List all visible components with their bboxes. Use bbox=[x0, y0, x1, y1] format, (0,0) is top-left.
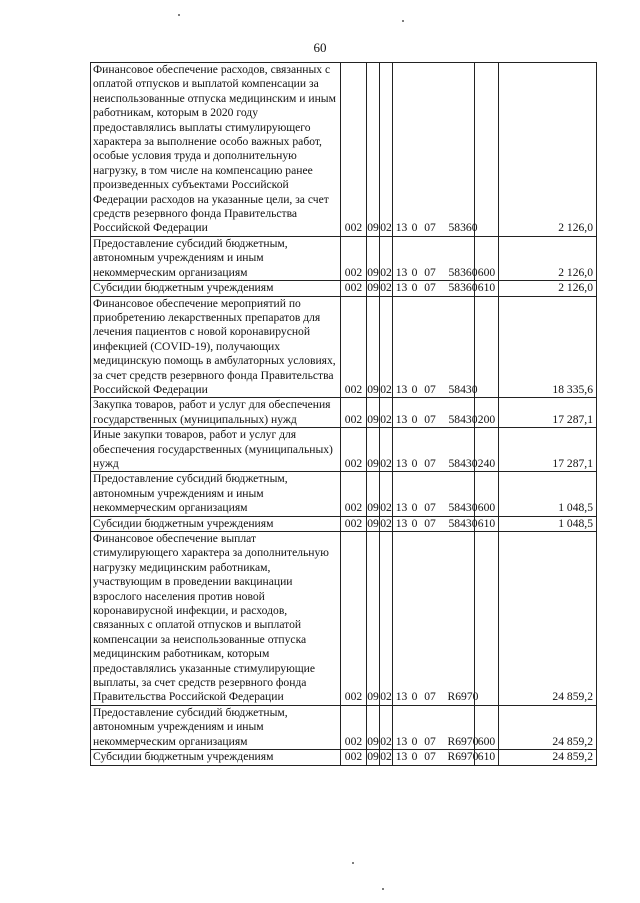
row-name: Закупка товаров, работ и услуг для обеспечения государственных (муниципальных) нужд bbox=[91, 398, 341, 428]
section-code: 09 bbox=[367, 398, 380, 428]
ved-code: 002 bbox=[341, 236, 367, 280]
amount: 24 859,2 bbox=[499, 705, 597, 749]
table-row bbox=[91, 532, 597, 706]
amount: 17 287,1 bbox=[499, 428, 597, 472]
table-row bbox=[91, 236, 597, 280]
section-code: 09 bbox=[367, 472, 380, 516]
target-article-part: 07 bbox=[424, 265, 436, 279]
scan-speck bbox=[352, 862, 354, 864]
expense-type-code: 600 bbox=[475, 236, 499, 280]
row-name: Иные закупки товаров, работ и услуг для обеспечения государственных (муниципальных) нужд bbox=[91, 428, 341, 472]
table-row bbox=[91, 63, 597, 237]
target-article-part: 13 bbox=[395, 516, 408, 530]
target-article-part: 0 bbox=[411, 750, 418, 764]
target-article-part: 07 bbox=[424, 382, 436, 396]
ved-code: 002 bbox=[341, 472, 367, 516]
target-article-part: 58430 bbox=[448, 412, 478, 426]
subsection-code: 02 bbox=[380, 398, 393, 428]
target-article-part: 13 bbox=[395, 501, 408, 515]
target-article-code bbox=[393, 750, 479, 765]
table-row bbox=[91, 750, 597, 765]
amount: 2 126,0 bbox=[499, 63, 597, 237]
target-article-code bbox=[393, 428, 478, 472]
ved-code: 002 bbox=[341, 281, 367, 296]
target-article-part: 0 bbox=[411, 221, 418, 235]
amount: 24 859,2 bbox=[499, 750, 597, 765]
target-article-part: 07 bbox=[424, 516, 436, 530]
row-name: Предоставление субсидий бюджетным, автономным учреждениям и иным некоммерческим организациям bbox=[91, 705, 341, 749]
table-row bbox=[91, 516, 597, 531]
section-code: 09 bbox=[367, 516, 379, 530]
table-row bbox=[91, 428, 597, 472]
ved-code: 002 bbox=[341, 63, 367, 237]
amount: 24 859,2 bbox=[499, 532, 597, 706]
target-article-part: 58430 bbox=[448, 456, 478, 470]
target-article-part: 13 bbox=[395, 412, 408, 426]
budget-table bbox=[90, 62, 597, 766]
target-article-code bbox=[393, 705, 479, 749]
target-article-part: 58360 bbox=[448, 281, 478, 295]
subsection-code: 02 bbox=[380, 236, 393, 280]
target-article-part: 58430 bbox=[448, 501, 478, 515]
target-article-part: 07 bbox=[424, 750, 436, 764]
subsection-code: 02 bbox=[380, 428, 393, 472]
ved-code: 002 bbox=[341, 532, 367, 706]
target-article-part: 13 bbox=[395, 221, 408, 235]
expense-type-code: 600 bbox=[475, 705, 499, 749]
ved-code: 002 bbox=[341, 296, 367, 398]
subsection-code: 02 bbox=[380, 516, 392, 530]
expense-type-code: 610 bbox=[475, 750, 499, 765]
section-code: 09 bbox=[367, 750, 379, 764]
row-name: Финансовое обеспечение мероприятий по приобретению лекарственных препаратов для лечения пациентов с новой коронавирусной инфекцией (COVID-19), получающих медицинскую помощь в амбулаторных условиях, за счет средств резервного фонда Правительства Российской Федерации bbox=[91, 296, 341, 398]
target-article-part: 0 bbox=[411, 516, 418, 530]
row-name: Финансовое обеспечение расходов, связанных с оплатой отпусков и выплатой компенсации за неиспользованные отпуска медицинским и иным работникам, которым в 2020 году предоставлялись выплаты стимулирующего характера за выполнение особо важных работ, особые условия труда и дополнительную нагрузку, в том числе на компенсацию ранее произведенных субъектами Российской Федерации расходов на указанные цели, за счет средств резервного фонда Правительства Российской Федерации bbox=[91, 63, 341, 237]
target-article-code bbox=[393, 472, 478, 516]
ved-code: 002 bbox=[341, 398, 367, 428]
scan-speck bbox=[178, 14, 180, 16]
target-article-part: 0 bbox=[411, 412, 418, 426]
ved-code: 002 bbox=[341, 705, 367, 749]
subsection-code: 02 bbox=[380, 750, 392, 764]
target-article-part: 13 bbox=[395, 382, 408, 396]
subsection-code: 02 bbox=[380, 472, 393, 516]
target-article-part: 0 bbox=[411, 690, 418, 704]
target-article-part: 0 bbox=[411, 281, 418, 295]
amount: 18 335,6 bbox=[499, 296, 597, 398]
target-article-part: 58360 bbox=[448, 221, 478, 235]
target-article-code bbox=[393, 296, 478, 398]
target-article-part: 58430 bbox=[448, 382, 478, 396]
target-article-part: 13 bbox=[395, 456, 408, 470]
table-row bbox=[91, 281, 597, 296]
subsection-code: 02 bbox=[380, 296, 393, 398]
target-article-part: 58430 bbox=[448, 516, 478, 530]
ved-code: 002 bbox=[341, 750, 367, 765]
target-article-part: 13 bbox=[395, 750, 408, 764]
amount: 1 048,5 bbox=[499, 516, 597, 531]
section-code: 09 bbox=[367, 296, 380, 398]
scan-speck bbox=[402, 20, 404, 22]
target-article-part: 07 bbox=[424, 456, 436, 470]
row-name: Субсидии бюджетным учреждениям bbox=[91, 281, 341, 296]
expense-type-code bbox=[475, 532, 499, 706]
target-article-part: 0 bbox=[411, 382, 418, 396]
target-article-code bbox=[393, 532, 479, 706]
section-code: 09 bbox=[367, 281, 379, 295]
target-article-part: 13 bbox=[395, 265, 408, 279]
amount: 2 126,0 bbox=[499, 281, 597, 296]
subsection-code: 02 bbox=[380, 705, 393, 749]
scan-speck bbox=[382, 888, 384, 890]
expense-type-code: 600 bbox=[475, 472, 499, 516]
target-article-code bbox=[393, 281, 478, 296]
section-code: 09 bbox=[367, 428, 380, 472]
ved-code: 002 bbox=[341, 428, 367, 472]
expense-type-code: 610 bbox=[475, 281, 499, 296]
target-article-part: 0 bbox=[411, 265, 418, 279]
target-article-part: 07 bbox=[424, 221, 436, 235]
section-code: 09 bbox=[367, 705, 380, 749]
target-article-part: 07 bbox=[424, 412, 436, 426]
expense-type-code: 610 bbox=[475, 516, 499, 531]
subsection-code: 02 bbox=[380, 63, 393, 237]
table-row bbox=[91, 398, 597, 428]
target-article-part: 58360 bbox=[448, 265, 478, 279]
target-article-part: R6970 bbox=[447, 750, 479, 764]
target-article-part: 13 bbox=[395, 281, 408, 295]
target-article-code bbox=[393, 398, 478, 428]
target-article-part: 07 bbox=[424, 501, 436, 515]
target-article-part: 0 bbox=[411, 456, 418, 470]
amount: 17 287,1 bbox=[499, 398, 597, 428]
section-code: 09 bbox=[367, 63, 380, 237]
row-name: Предоставление субсидий бюджетным, автономным учреждениям и иным некоммерческим организациям bbox=[91, 236, 341, 280]
target-article-part: 07 bbox=[424, 734, 436, 748]
target-article-code bbox=[393, 236, 478, 280]
target-article-part: 07 bbox=[424, 690, 436, 704]
expense-type-code bbox=[475, 63, 499, 237]
target-article-part: R6970 bbox=[447, 690, 479, 704]
amount: 2 126,0 bbox=[499, 236, 597, 280]
row-name: Субсидии бюджетным учреждениям bbox=[91, 516, 341, 531]
table-row bbox=[91, 472, 597, 516]
ved-code: 002 bbox=[341, 516, 367, 531]
target-article-code bbox=[393, 516, 478, 531]
target-article-part: 0 bbox=[411, 734, 418, 748]
target-article-part: 07 bbox=[424, 281, 436, 295]
section-code: 09 bbox=[367, 532, 380, 706]
row-name: Предоставление субсидий бюджетным, автономным учреждениям и иным некоммерческим организациям bbox=[91, 472, 341, 516]
target-article-part: R6970 bbox=[447, 734, 479, 748]
target-article-part: 13 bbox=[395, 734, 408, 748]
expense-type-code: 200 bbox=[475, 398, 499, 428]
target-article-part: 0 bbox=[411, 501, 418, 515]
row-name: Финансовое обеспечение выплат стимулирующего характера за дополнительную нагрузку медицинским работникам, участвующим в проведении вакцинации взрослого населения против новой коронавирусной инфекции, и расходов, связанных с оплатой отпусков и выплатой компенсации за неиспользованные отпуска медицинским работникам, которым предоставлялись указанные стимулирующие выплаты, за счет средств резервного фонда Правительства Российской Федерации bbox=[91, 532, 341, 706]
table-row bbox=[91, 296, 597, 398]
section-code: 09 bbox=[367, 236, 380, 280]
amount: 1 048,5 bbox=[499, 472, 597, 516]
expense-type-code: 240 bbox=[475, 428, 499, 472]
target-article-part: 13 bbox=[395, 690, 408, 704]
row-name: Субсидии бюджетным учреждениям bbox=[91, 750, 341, 765]
page-number: 60 bbox=[313, 40, 327, 55]
subsection-code: 02 bbox=[380, 532, 393, 706]
target-article-code bbox=[393, 63, 478, 237]
subsection-code: 02 bbox=[380, 281, 392, 295]
table-row bbox=[91, 705, 597, 749]
